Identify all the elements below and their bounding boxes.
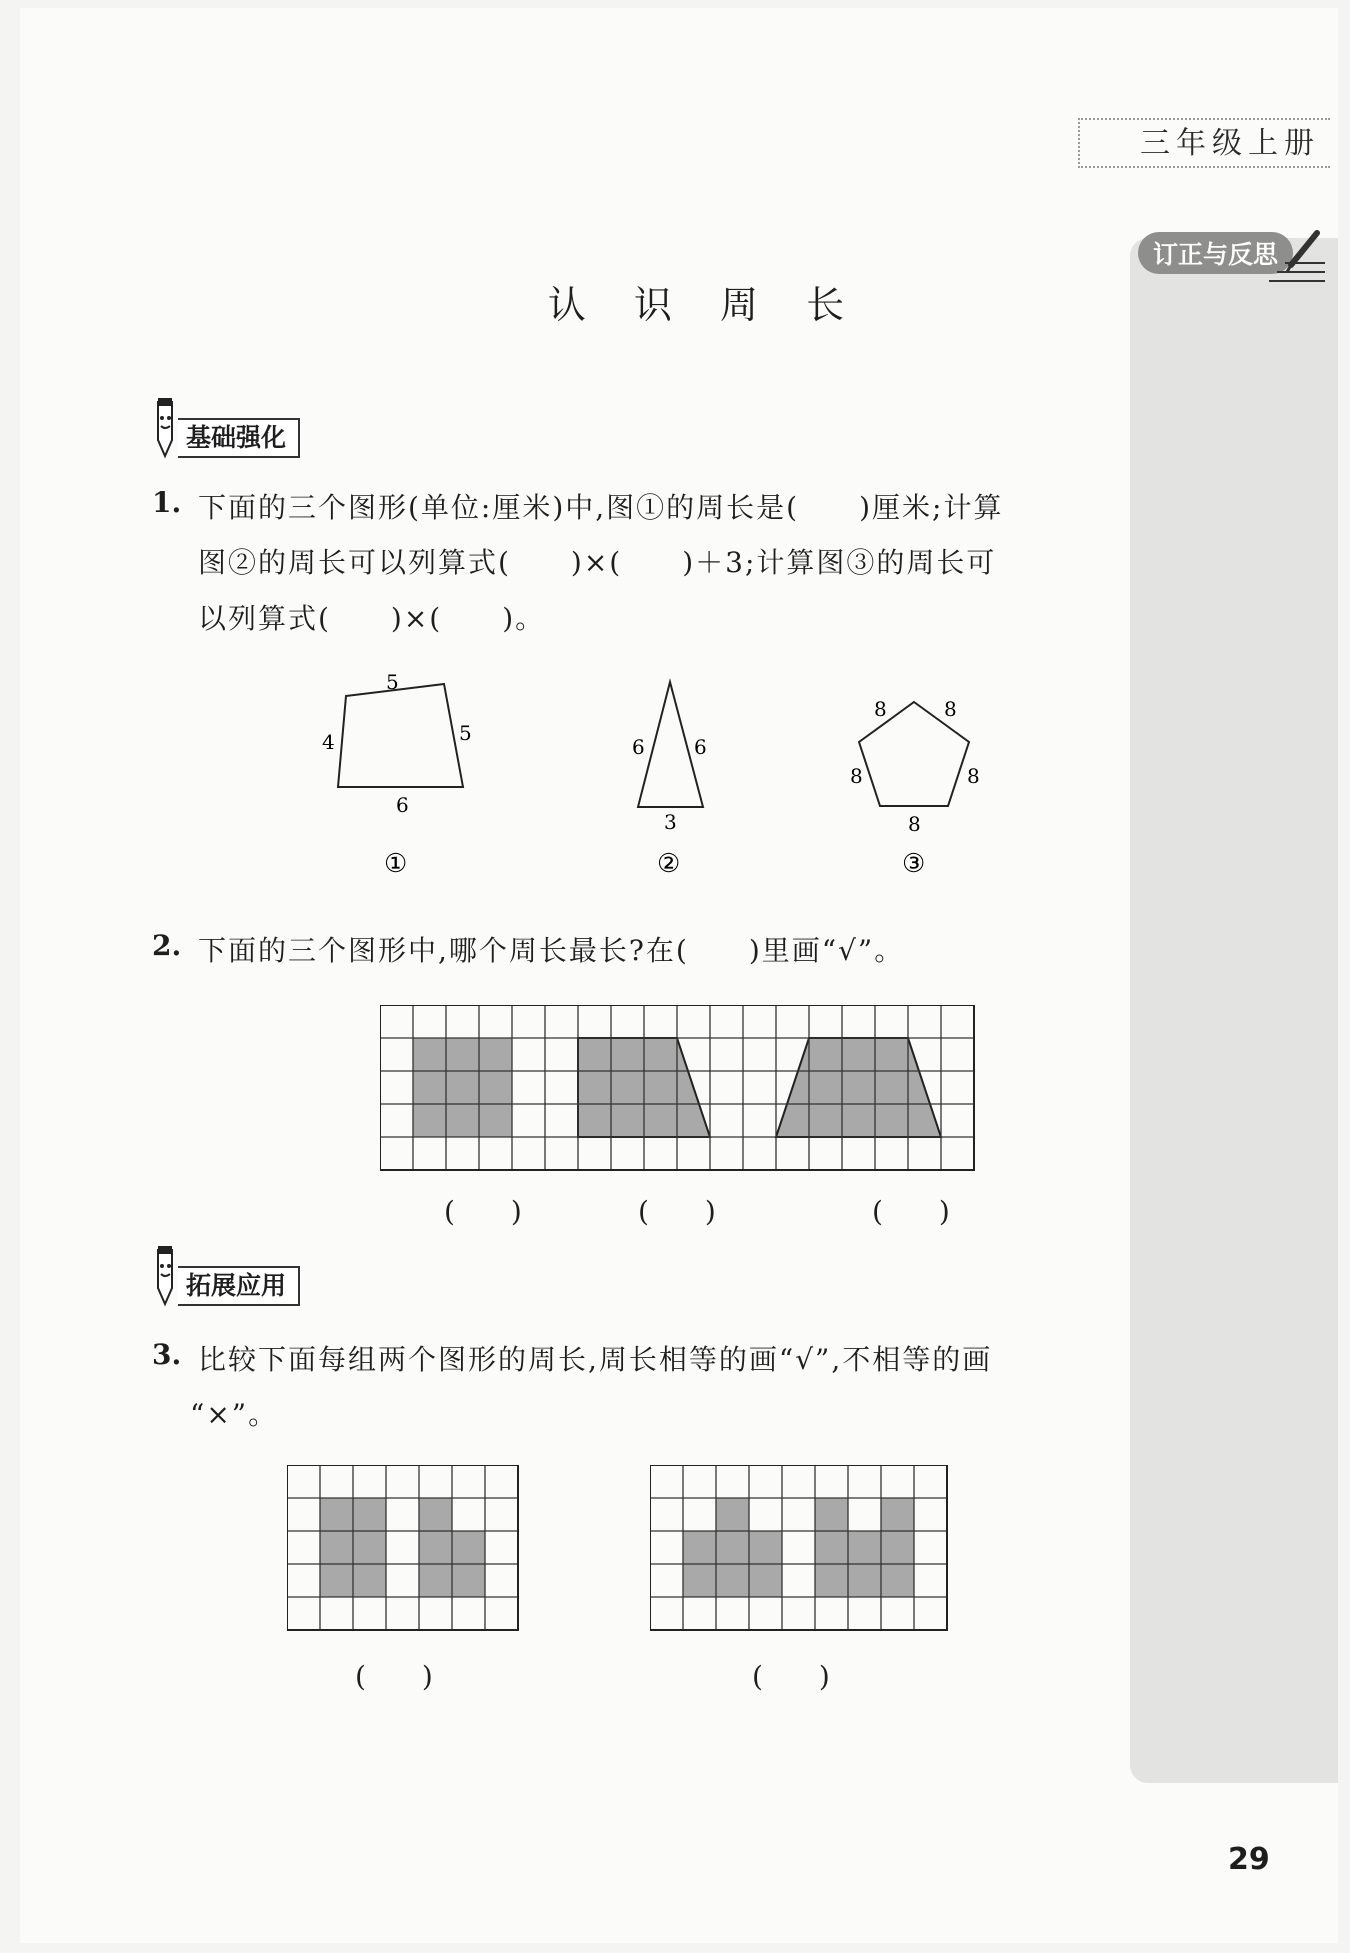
side-label: 8: [850, 764, 863, 788]
side-label: 6: [632, 735, 645, 759]
grade-label: 三年级上册: [1140, 126, 1320, 161]
answer-paren[interactable]: ( ): [355, 1660, 433, 1693]
figure-caption: ②: [657, 849, 681, 879]
quadrilateral-figure: [338, 684, 463, 787]
answer-paren[interactable]: ( ): [872, 1195, 950, 1228]
q2-grid: [380, 1005, 975, 1171]
page-number: 29: [1228, 1842, 1270, 1877]
question-text-line: 以列算式( )×( )。: [198, 602, 546, 635]
answer-paren[interactable]: ( ): [752, 1660, 830, 1693]
shape-trapezoid-both: [776, 1038, 941, 1137]
section-label: 基础强化: [178, 418, 300, 458]
page-title: 认 识 周 长: [547, 283, 863, 327]
q1-figures: [0, 0, 1350, 900]
q3-grid-right: [650, 1465, 948, 1631]
question-text-line: 图②的周长可以列算式( )×( )＋3;计算图③的周长可: [198, 546, 997, 579]
correction-tag: 订正与反思: [1138, 232, 1293, 274]
figure-caption: ①: [384, 849, 408, 879]
figure-caption: ③: [902, 849, 926, 879]
shape-square: [413, 1038, 512, 1137]
side-label: 8: [967, 764, 980, 788]
side-label: 4: [322, 730, 335, 754]
question-number: 2.: [152, 929, 182, 962]
side-label: 8: [874, 697, 887, 721]
side-label: 5: [459, 721, 472, 745]
side-label: 8: [908, 812, 921, 836]
side-label: 5: [386, 670, 399, 694]
answer-paren[interactable]: ( ): [638, 1195, 716, 1228]
question-text-line: 下面的三个图形(单位:厘米)中,图①的周长是( )厘米;计算: [198, 491, 1004, 524]
side-label: 3: [664, 810, 677, 834]
question-number: 3.: [152, 1338, 182, 1371]
side-label: 6: [396, 793, 409, 817]
side-label: 6: [694, 735, 707, 759]
question-text-line: 比较下面每组两个图形的周长,周长相等的画“√”,不相等的画: [198, 1343, 993, 1376]
question-text-line: “×”。: [190, 1398, 279, 1431]
q3-grid-left: [287, 1465, 519, 1631]
question-number: 1.: [152, 486, 182, 519]
section-label: 拓展应用: [178, 1266, 300, 1306]
question-text-line: 下面的三个图形中,哪个周长最长?在( )里画“√”。: [198, 934, 905, 967]
side-label: 8: [944, 697, 957, 721]
answer-paren[interactable]: ( ): [444, 1195, 522, 1228]
